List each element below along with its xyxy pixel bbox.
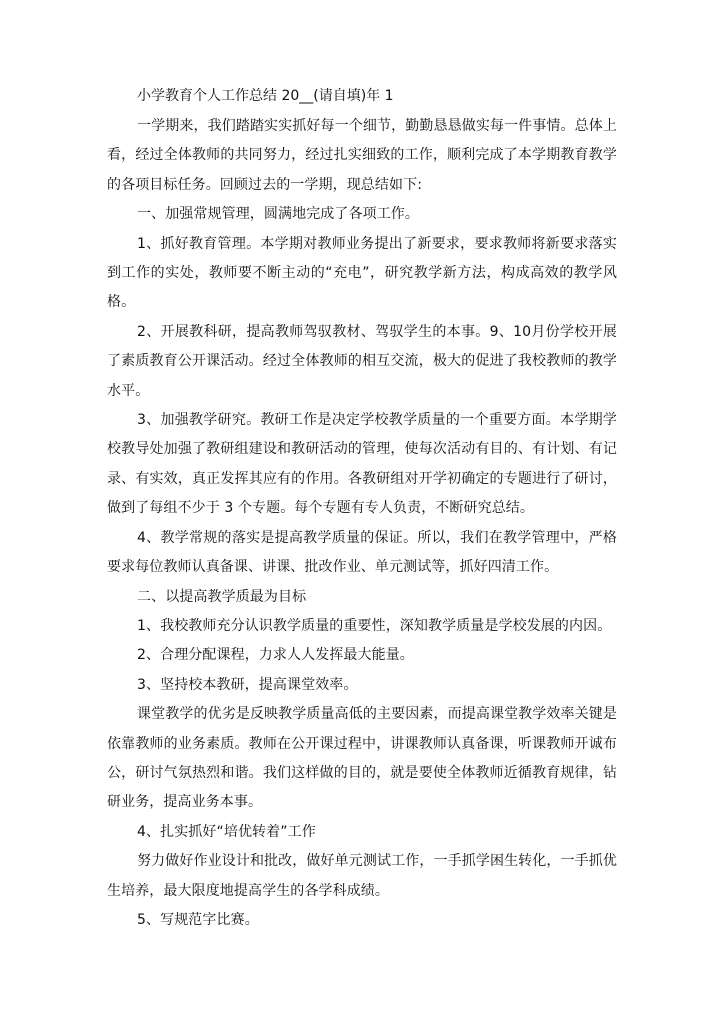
section-heading-2: 二、以提高教学质最为目标 bbox=[137, 588, 307, 605]
document-title: 小学教育个人工作总结 20__(请自填)年 1 bbox=[137, 88, 394, 104]
paragraph-item-1-2: 2、开展教科研，提高教师驾驭教材、驾驭学生的本事。9、10月份学校开展了素质教育公开课活动。经过全体教师的相互交流，极大的促进了我校教师的教学水平。 bbox=[107, 323, 617, 399]
paragraph-item-2-5: 5、写规范字比赛。 bbox=[137, 911, 259, 928]
paragraph-item-1-3: 3、加强教学研究。教研工作是决定学校教学质量的一个重要方面。本学期学校教导处加强了教研组建设和教研活动的管理，使每次活动有目的、有计划、有记录、有实效，真正发挥其应有的作用。各教研组对开学初确定的专题进行了研讨，做到了每组不少于 3 个专题。每个专题有专人负责，不断研究总结。 bbox=[107, 412, 617, 517]
paragraph-homework: 努力做好作业设计和批改，做好单元测试工作，一手抓学困生转化，一手抓优生培养，最大限度地提高学生的各学科成绩。 bbox=[107, 853, 617, 899]
paragraph-item-2-3: 3、坚持校本教研，提高课堂效率。 bbox=[137, 676, 358, 693]
paragraph-intro: 一学期来，我们踏踏实实抓好每一个细节，勤勤恳恳做实每一件事情。总体上看，经过全体教师的共同努力，经过扎实细致的工作，顺利完成了本学期教育教学的各项目标任务。回顾过去的一学期，现总结如下: bbox=[107, 118, 617, 193]
paragraph-item-2-2: 2、合理分配课程，力求人人发挥最大能量。 bbox=[137, 647, 414, 664]
document-page bbox=[107, 86, 617, 935]
paragraph-item-1-1: 1、抓好教育管理。本学期对教师业务提出了新要求，要求教师将新要求落实到工作的实处，教师要不断主动的“充电”，研究教学新方法，构成高效的教学风格。 bbox=[107, 235, 617, 311]
paragraph-item-2-1: 1、我校教师充分认识教学质量的重要性，深知教学质量是学校发展的内因。 bbox=[137, 617, 612, 634]
paragraph-item-2-4: 4、扎实抓好“培优转着”工作 bbox=[137, 823, 316, 840]
paragraph-item-1-4: 4、教学常规的落实是提高教学质量的保证。所以，我们在教学管理中，严格要求每位教师认真备课、讲课、批改作业、单元测试等，抓好四清工作。 bbox=[107, 529, 617, 576]
section-heading-1: 一、加强常规管理，圆满地完成了各项工作。 bbox=[137, 206, 419, 223]
paragraph-classroom: 课堂教学的优劣是反映教学质量高低的主要因素，而提高课堂教学效率关键是依靠教师的业务素质。教师在公开课过程中，讲课教师认真备课，听课教师开诚布公，研讨气氛热烈和谐。我们这样做的目的，就是要使全体教师近循教育规律，钻研业务，提高业务本事。 bbox=[107, 706, 617, 811]
